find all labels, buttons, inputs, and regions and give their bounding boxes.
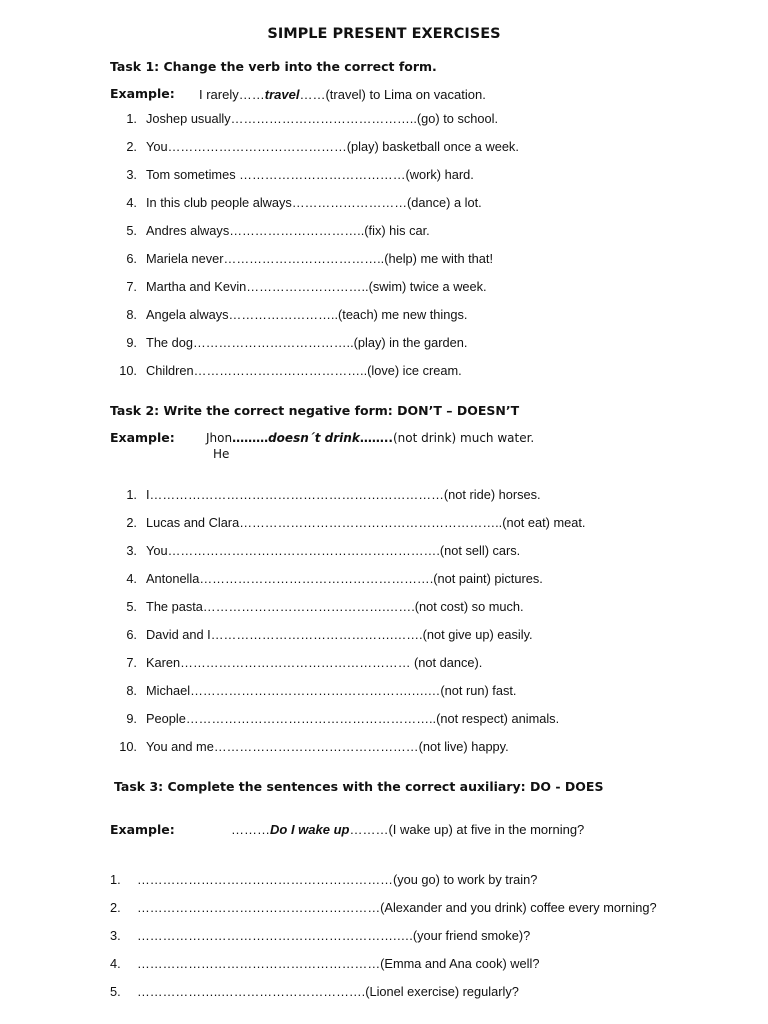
task2-item-text: You and me…………………………………………(not live) happy.	[146, 739, 509, 754]
task1-item-num: 1.	[126, 111, 137, 126]
page-title: SIMPLE PRESENT EXERCISES	[267, 26, 501, 42]
task1-item-text: Tom sometimes …………………………………(work) hard.	[146, 167, 474, 182]
task2-item	[110, 683, 516, 698]
task3-item-num: 5.	[110, 984, 121, 999]
task2-item	[110, 655, 482, 670]
task2-item	[110, 711, 559, 726]
task2-example-before: Jhon	[206, 431, 233, 445]
task1-item	[110, 167, 474, 182]
task1-item-text: Martha and Kevin………………………..(swim) twice a week.	[146, 279, 487, 294]
task1-item	[110, 251, 493, 266]
task3-example-answer: Do I wake up	[270, 822, 350, 837]
task2-item-text: I……………………………………………………………(not ride) horses.	[146, 487, 541, 502]
task2-item-text: Lucas and Clara……………………………………………………..(not eat) meat.	[146, 515, 586, 530]
task3-item-text: …………………………………………………(Alexander and you drink) coffee every morning?	[137, 900, 657, 915]
task3-item	[110, 928, 530, 943]
task2-example-dots: ……..	[359, 431, 393, 445]
task3-item	[110, 900, 657, 915]
task1-item-num: 10.	[119, 363, 137, 378]
task1-item-text: You……………………………………(play) basketball once a week.	[146, 139, 519, 154]
task2-item	[110, 571, 543, 586]
task2-item	[110, 487, 541, 502]
task3-item-text: ……………………………………………………(you go) to work by train?	[137, 872, 538, 887]
task3-item-text: …………………………………………………(Emma and Ana cook) well?	[137, 956, 540, 971]
task1-item	[110, 111, 498, 126]
task2-item-text: You……………………………………………………….(not sell) cars.	[146, 543, 521, 558]
task1-example-after: ……(travel) to Lima on vacation.	[299, 87, 486, 102]
task3-item-num: 2.	[110, 900, 121, 915]
task3-item	[110, 984, 519, 999]
task1-item-text: Mariela never………………………………..(help) me with that!	[146, 251, 494, 266]
task3-item-text: ………………..…………………………….(Lionel exercise) regularly?	[137, 984, 519, 999]
task1-item	[110, 279, 487, 294]
task1-example-answer: travel	[264, 87, 300, 102]
task2-item-text: Karen……………………………………………… (not dance).	[146, 655, 483, 670]
task1-item-num: 4.	[126, 195, 137, 210]
task1-item	[110, 195, 482, 210]
task1-item-num: 7.	[126, 279, 137, 294]
task2-example-after: (not drink) much water.	[392, 431, 535, 445]
task1-item-text: Joshep usually……………………………………..(go) to school.	[146, 111, 499, 126]
task1-example-before: I rarely……	[199, 87, 265, 102]
task2-item	[110, 739, 509, 754]
task2-example-answer: doesn´t drink	[268, 431, 360, 445]
task2-item-text: The pasta…………………………………….…….(not cost) so much.	[146, 599, 524, 614]
task1-item-num: 6.	[126, 251, 137, 266]
task2-example	[206, 431, 534, 445]
task1-item-text: In this club people always………………………(dance) a lot.	[146, 195, 482, 210]
task1-example	[199, 87, 486, 102]
task1-item-num: 3.	[126, 167, 137, 182]
task3-item-text: …………………………………………………….….(your friend smoke)?	[137, 928, 531, 943]
task3-item-num: 3.	[110, 928, 121, 943]
task2-item-num: 6.	[126, 627, 137, 642]
task2-item	[110, 543, 520, 558]
task2-example-label: Example:	[110, 430, 175, 445]
task2-item	[110, 515, 585, 530]
task2-item	[110, 599, 524, 614]
task1-item	[110, 223, 430, 238]
task2-item-num: 7.	[126, 655, 137, 670]
task3-example-before: ………	[231, 822, 270, 837]
task1-item-num: 8.	[126, 307, 137, 322]
task1-example-label: Example:	[110, 86, 175, 101]
task1-item-num: 9.	[126, 335, 137, 350]
task3-item	[110, 872, 537, 887]
task3-example	[231, 822, 584, 837]
task2-item-num: 5.	[126, 599, 137, 614]
task2-item-num: 8.	[126, 683, 137, 698]
task2-item-text: Antonella……………………………………………….(not paint) pictures.	[146, 571, 543, 586]
task1-title: Task 1: Change the verb into the correct form.	[110, 59, 437, 74]
task2-item-num: 4.	[126, 571, 137, 586]
task3-title: Task 3: Complete the sentences with the correct auxiliary: DO - DOES	[114, 779, 604, 794]
task2-item-num: 2.	[126, 515, 137, 530]
task1-item-text: Andres always…………………………..(fix) his car.	[146, 223, 430, 238]
task2-item-text: David and I…………………………………….…….(not give up) easily.	[146, 627, 533, 642]
task3-item	[110, 956, 539, 971]
task1-item-num: 2.	[126, 139, 137, 154]
task2-item-num: 1.	[126, 487, 137, 502]
task3-example-after: ………(I wake up) at five in the morning?	[349, 822, 585, 837]
task2-item-text: People…………………………………………………..(not respect) animals.	[146, 711, 560, 726]
task2-item-num: 9.	[126, 711, 137, 726]
task2-item-num: 3.	[126, 543, 137, 558]
task1-item	[110, 139, 519, 154]
task3-item-num: 1.	[110, 872, 121, 887]
task2-item-text: Michael…………………………………………….….…(not run) fast.	[146, 683, 517, 698]
task3-example-label: Example:	[110, 822, 175, 837]
task2-title: Task 2: Write the correct negative form: DON’T – DOESN’T	[110, 403, 520, 418]
task2-item	[110, 627, 533, 642]
task1-item-text: Children…………………………………..(love) ice cream.	[146, 363, 462, 378]
task1-item	[110, 335, 467, 350]
task1-item-text: The dog………………………………..(play) in the garden.	[146, 335, 468, 350]
task3-item-num: 4.	[110, 956, 121, 971]
task2-example-dots: ………	[232, 431, 269, 445]
task1-item-num: 5.	[126, 223, 137, 238]
task2-item-num: 10.	[119, 739, 137, 754]
task2-example-line2: He	[213, 447, 230, 461]
task1-item-text: Angela always……………………..(teach) me new things.	[146, 307, 468, 322]
task1-item	[110, 307, 467, 322]
task1-item	[110, 363, 462, 378]
